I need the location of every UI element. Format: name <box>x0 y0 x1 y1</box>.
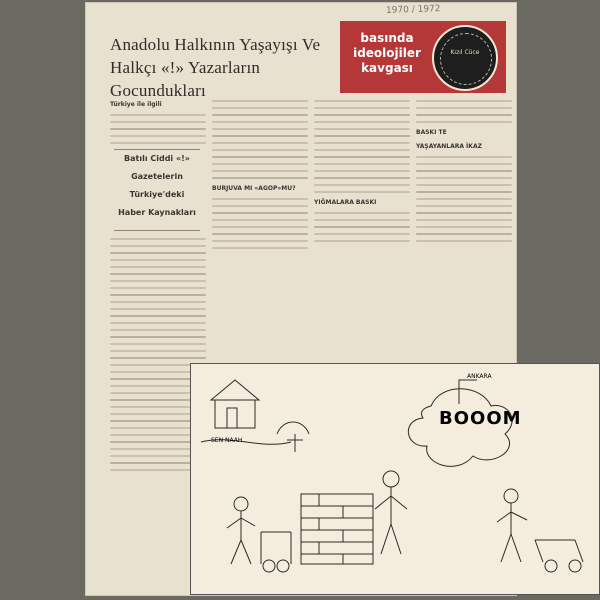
text-line <box>416 212 512 214</box>
text-line <box>416 205 512 207</box>
text-line <box>314 177 410 179</box>
text-line <box>416 184 512 186</box>
text-line <box>110 294 206 296</box>
headline-line-3: Gocundukları <box>110 81 206 100</box>
text-line <box>110 308 206 310</box>
banner-title-line-2: ideolojiler <box>353 46 421 60</box>
body-column-3 <box>314 95 410 345</box>
text-line <box>416 226 512 228</box>
text-line <box>110 336 206 338</box>
text-line <box>416 240 512 242</box>
sidebar-line-2: Gazetelerin <box>131 172 183 181</box>
text-line <box>416 191 512 193</box>
body-subhead-mid-1: BURJUVA MI «AGOP»MU? <box>212 185 296 192</box>
seal-stamp-icon <box>432 25 498 91</box>
text-line <box>212 247 308 249</box>
text-line <box>110 252 206 254</box>
text-line <box>110 238 206 240</box>
text-line <box>314 149 410 151</box>
body-column-left-top <box>110 95 206 145</box>
cartoon-sign-text: SEN NAAH <box>211 437 243 444</box>
text-line <box>110 329 206 331</box>
text-line <box>110 322 206 324</box>
headline-line-1: Anadolu Halkının Yaşayışı Ve <box>110 35 321 54</box>
text-line <box>416 156 512 158</box>
text-line <box>110 142 206 144</box>
cartoon-drawing <box>191 364 599 594</box>
text-line <box>110 266 206 268</box>
text-line <box>212 128 308 130</box>
text-line <box>110 287 206 289</box>
text-line <box>212 142 308 144</box>
text-line <box>212 240 308 242</box>
text-line <box>212 163 308 165</box>
body-subhead-left-top: Türkiye ile ilgili <box>110 101 162 108</box>
text-line <box>212 121 308 123</box>
sidebar-box <box>114 149 200 231</box>
text-line <box>314 114 410 116</box>
text-line <box>416 219 512 221</box>
text-line <box>416 107 512 109</box>
sidebar-line-3: Türkiye'deki <box>129 190 185 199</box>
text-line <box>314 212 410 214</box>
text-line <box>314 135 410 137</box>
text-line <box>110 280 206 282</box>
text-line <box>314 156 410 158</box>
seal-ring <box>440 33 492 85</box>
text-line <box>314 184 410 186</box>
text-line <box>416 121 512 123</box>
cartoon-boom-text: BOOOM <box>439 408 522 429</box>
text-line <box>212 177 308 179</box>
text-line <box>110 114 206 116</box>
banner-title-line-3: kavgası <box>361 61 413 75</box>
text-line <box>212 233 308 235</box>
text-line <box>314 219 410 221</box>
text-line <box>110 259 206 261</box>
text-line <box>212 149 308 151</box>
text-line <box>110 273 206 275</box>
text-line <box>212 114 308 116</box>
section-banner <box>340 21 506 93</box>
body-subhead-right-2: YAŞAYANLARA İKAZ <box>416 143 482 150</box>
text-line <box>110 357 206 359</box>
body-column-2 <box>212 95 308 345</box>
headline-line-2: Halkçı «!» Yazarların <box>110 58 261 77</box>
text-line <box>416 170 512 172</box>
text-line <box>212 156 308 158</box>
text-line <box>110 245 206 247</box>
text-line <box>314 226 410 228</box>
text-line <box>314 163 410 165</box>
cartoon-tag-text: ANKARA <box>467 373 492 380</box>
text-line <box>212 170 308 172</box>
text-line <box>416 100 512 102</box>
text-line <box>110 350 206 352</box>
text-line <box>110 301 206 303</box>
text-line <box>212 107 308 109</box>
cartoon-illustration <box>190 363 600 595</box>
text-line <box>212 205 308 207</box>
sidebar-line-1: Batılı Ciddi «!» <box>124 154 190 163</box>
newspaper-page <box>86 3 522 595</box>
seal-stamp-text: Kızıl Cüce <box>450 49 480 56</box>
text-line <box>314 233 410 235</box>
text-line <box>110 128 206 130</box>
text-line <box>314 121 410 123</box>
text-line <box>314 170 410 172</box>
text-line <box>212 212 308 214</box>
body-subhead-right-1: BASKI TE <box>416 129 447 136</box>
text-line <box>212 100 308 102</box>
text-line <box>416 177 512 179</box>
text-line <box>314 191 410 193</box>
text-line <box>416 198 512 200</box>
text-line <box>110 135 206 137</box>
text-line <box>212 135 308 137</box>
text-line <box>314 128 410 130</box>
text-line <box>212 219 308 221</box>
text-line <box>314 100 410 102</box>
text-line <box>314 240 410 242</box>
text-line <box>110 121 206 123</box>
body-column-4 <box>416 95 512 345</box>
text-line <box>416 114 512 116</box>
text-line <box>314 142 410 144</box>
text-line <box>416 163 512 165</box>
banner-title-line-1: basında <box>360 31 414 45</box>
text-line <box>110 343 206 345</box>
section-banner-title <box>348 31 426 76</box>
text-line <box>212 226 308 228</box>
body-subhead-mid-2: YIĞMALARA BASKI <box>314 199 377 206</box>
text-line <box>416 233 512 235</box>
text-line <box>212 198 308 200</box>
sidebar-line-4: Haber Kaynakları <box>118 208 196 217</box>
text-line <box>110 315 206 317</box>
text-line <box>314 107 410 109</box>
handwritten-date-note: 1970 / 1972 <box>385 4 441 16</box>
